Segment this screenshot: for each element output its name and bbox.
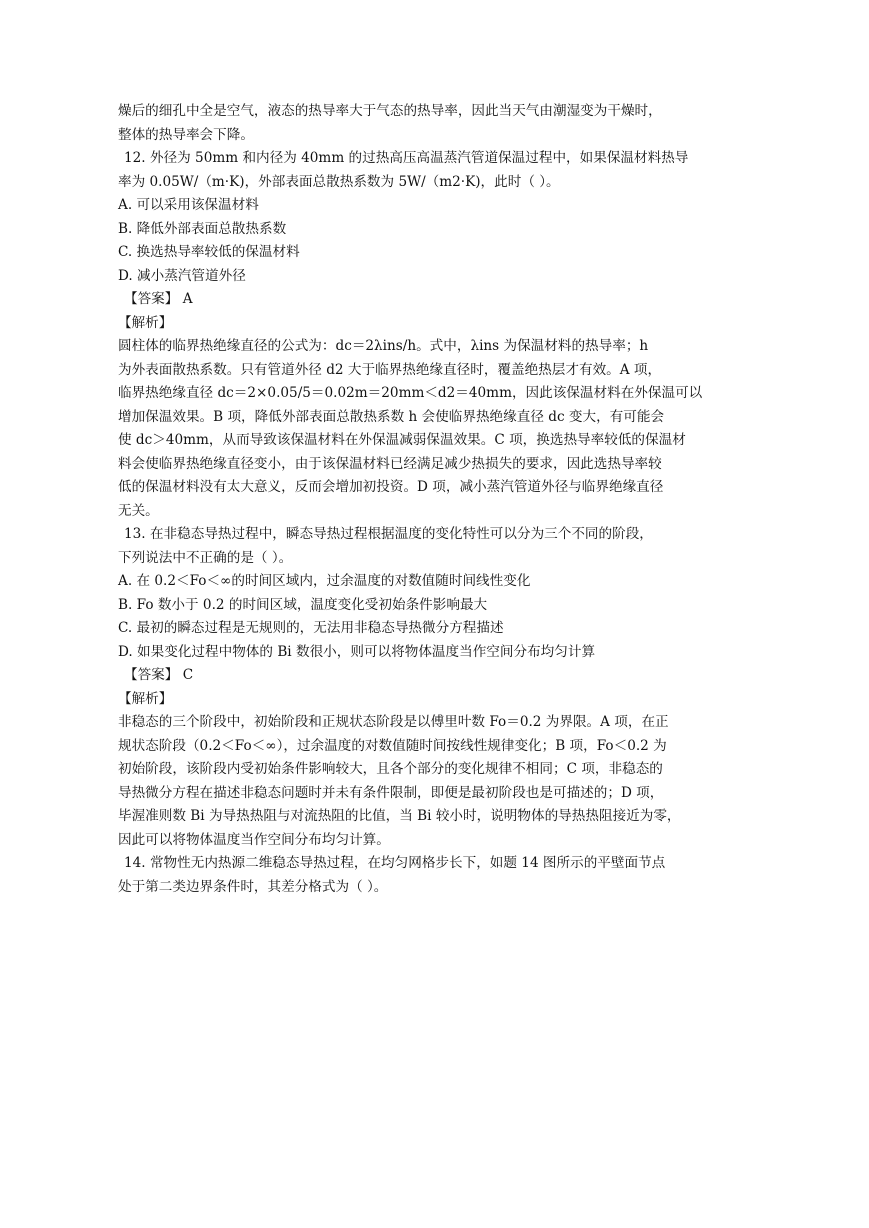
document-page [118,100,758,899]
text-line: 使 dc＞40mm，从而导致该保温材料在外保温减弱保温效果。C 项，换选热导率较低的保温材 [118,432,686,448]
text-line: 下列说法中不正确的是（ ）。 [118,549,293,566]
text-line: 燥后的细孔中全是空气，液态的热导率大于气态的热导率，因此当天气由潮湿变为干燥时， [118,103,662,119]
answer-line: 【答案】 C [124,667,194,683]
text-line: 无关。 [118,502,159,519]
option-c: C. 最初的瞬态过程是无规则的，无法用非稳态导热微分方程描述 [118,620,504,636]
text-line: 临界热绝缘直径 dc＝2×0.05/5＝0.02m＝20mm＜d2＝40mm，因此该保温材料在外保温可以 [118,385,703,401]
option-b: B. 降低外部表面总散热系数 [118,220,287,237]
text-line: 处于第二类边界条件时，其差分格式为（ ）。 [118,878,388,895]
text-line: 导热微分方程在描述非稳态问题时并未有条件限制，即便是最初阶段也是可描述的；D 项， [118,784,664,801]
analysis-heading: 【解析】 [118,314,173,331]
text-line: 圆柱体的临界热绝缘直径的公式为：dc＝2λins/h。式中，λins 为保温材料的热导率；h [118,338,649,354]
option-a: A. 可以采用该保温材料 [118,197,259,213]
text-line: 因此可以将物体温度当作空间分布均匀计算。 [118,831,390,848]
text-line: 整体的热导率会下降。 [118,126,254,143]
option-b: B. Fo 数小于 0.2 的时间区域，温度变化受初始条件影响最大 [118,596,488,613]
text-line: 料会使临界热绝缘直径变小，由于该保温材料已经满足减少热损失的要求，因此选热导率较 [118,455,662,472]
option-d: D. 如果变化过程中物体的 Bi 数很小，则可以将物体温度当作空间分布均匀计算 [118,643,596,660]
text-line: 非稳态的三个阶段中，初始阶段和正规状态阶段是以傅里叶数 Fo＝0.2 为界限。A 项，在正 [118,714,669,730]
text-line: 规状态阶段（0.2＜Fo＜∞），过余温度的对数值随时间按线性规律变化；B 项，Fo＜0.2 为 [118,737,667,754]
option-c: C. 换选热导率较低的保温材料 [118,244,300,260]
question-12-stem: 12. 外径为 50mm 和内径为 40mm 的过热高压高温蒸汽管道保温过程中，如果保温材料热导 [124,150,689,166]
text-line: 为外表面散热系数。只有管道外径 d2 大于临界热绝缘直径时，覆盖绝热层才有效。A 项， [118,361,662,378]
answer-line: 【答案】 A [124,291,193,307]
text-line: 初始阶段，该阶段内受初始条件影响较大，且各个部分的变化规律不相同；C 项，非稳态的 [118,761,663,777]
option-d: D. 减小蒸汽管道外径 [118,267,246,284]
text-line: 增加保温效果。B 项，降低外部表面总散热系数 h 会使临界热绝缘直径 dc 变大，有可能会 [118,408,665,425]
question-13-stem: 13. 在非稳态导热过程中，瞬态导热过程根据温度的变化特性可以分为三个不同的阶段， [124,526,653,542]
text-line: 毕渥准则数 Bi 为导热热阻与对流热阻的比值，当 Bi 较小时，说明物体的导热热阻接近为零， [118,808,681,824]
option-a: A. 在 0.2＜Fo＜∞的时间区域内，过余温度的对数值随时间线性变化 [118,573,531,589]
text-line: 低的保温材料没有太大意义，反而会增加初投资。D 项，减小蒸汽管道外径与临界绝缘直径 [118,479,664,495]
analysis-heading: 【解析】 [118,690,173,707]
text-line: 率为 0.05W/（m·K)，外部表面总散热系数为 5W/（m2·K)，此时（ ）。 [118,173,560,190]
question-14-stem: 14. 常物性无内热源二维稳态导热过程，在均匀网格步长下，如题 14 图所示的平壁面节点 [124,855,666,871]
